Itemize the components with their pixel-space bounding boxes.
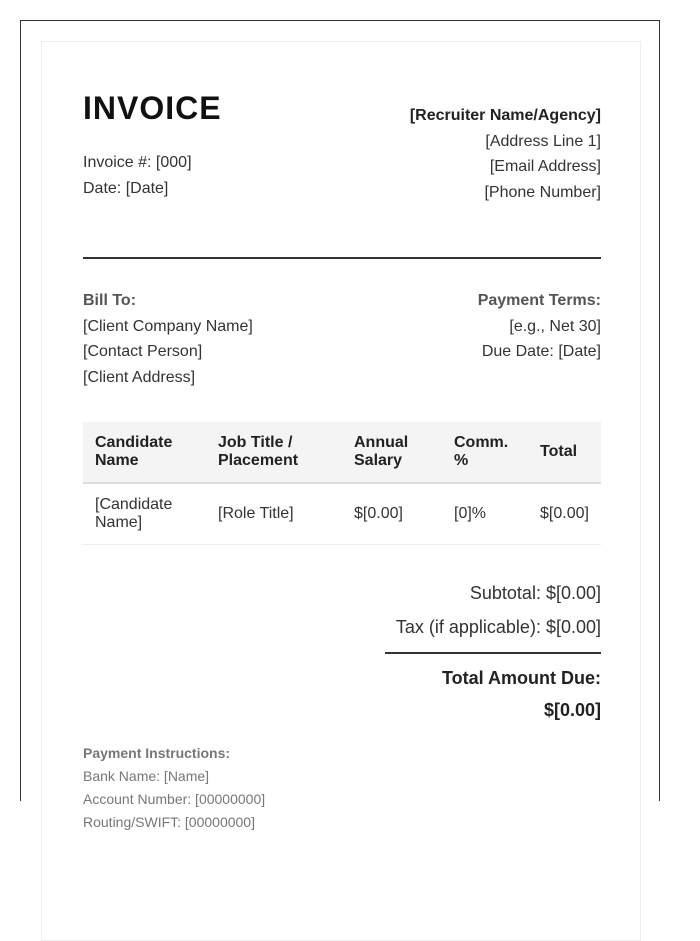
payment-instructions [83, 742, 265, 834]
bill-to-block [83, 288, 253, 390]
invoice-number: Invoice #: [000] [83, 154, 192, 171]
payment-terms-value: [e.g., Net 30] [509, 317, 601, 335]
cell-candidate-name: [Candidate Name] [83, 483, 206, 545]
table-header-row [83, 422, 601, 483]
header-divider [83, 257, 601, 259]
client-contact: [Contact Person] [83, 343, 203, 360]
payment-terms-block [478, 288, 601, 365]
cell-total: $[0.00] [528, 483, 601, 545]
subtotal: Subtotal: $[0.00] [469, 583, 601, 603]
cell-role-title: [Role Title] [206, 483, 342, 545]
sender-block [410, 103, 601, 205]
invoice-date: Date: [Date] [83, 180, 169, 197]
bank-name: Bank Name: [Name] [83, 768, 210, 784]
totals-block [385, 576, 601, 726]
due-date: Due Date: [Date] [481, 343, 601, 360]
payment-instructions-label: Payment Instructions: [83, 745, 231, 761]
sender-email: [Email Address] [489, 158, 601, 175]
col-header-candidate: Candidate Name [83, 422, 206, 483]
col-header-salary: Annual Salary [342, 422, 442, 483]
cell-commission: [0]% [442, 483, 528, 545]
payment-terms-label: Payment Terms: [477, 292, 601, 309]
sender-name: [Recruiter Name/Agency] [409, 107, 601, 124]
tax: Tax (if applicable): $[0.00] [395, 617, 601, 637]
cell-salary: $[0.00] [342, 483, 442, 545]
col-header-job-title: Job Title / Placement [206, 422, 342, 483]
document-viewport [20, 20, 660, 830]
sender-phone: [Phone Number] [484, 183, 601, 201]
bill-to-label: Bill To: [83, 292, 137, 309]
invoice-meta [83, 150, 192, 202]
sender-address: [Address Line 1] [485, 132, 601, 150]
total-amount-due: Total Amount Due: $[0.00] [442, 668, 601, 720]
client-company: [Client Company Name] [83, 317, 253, 335]
table-row [83, 483, 601, 545]
totals-divider [385, 652, 601, 654]
routing-swift: Routing/SWIFT: [00000000] [83, 814, 255, 830]
col-header-total: Total [528, 422, 601, 483]
invoice-page [41, 41, 641, 941]
invoice-title: INVOICE [83, 90, 222, 126]
col-header-commission: Comm. % [442, 422, 528, 483]
client-address: [Client Address] [83, 368, 196, 386]
account-number: Account Number: [00000000] [83, 791, 266, 807]
line-items-table [83, 422, 601, 545]
